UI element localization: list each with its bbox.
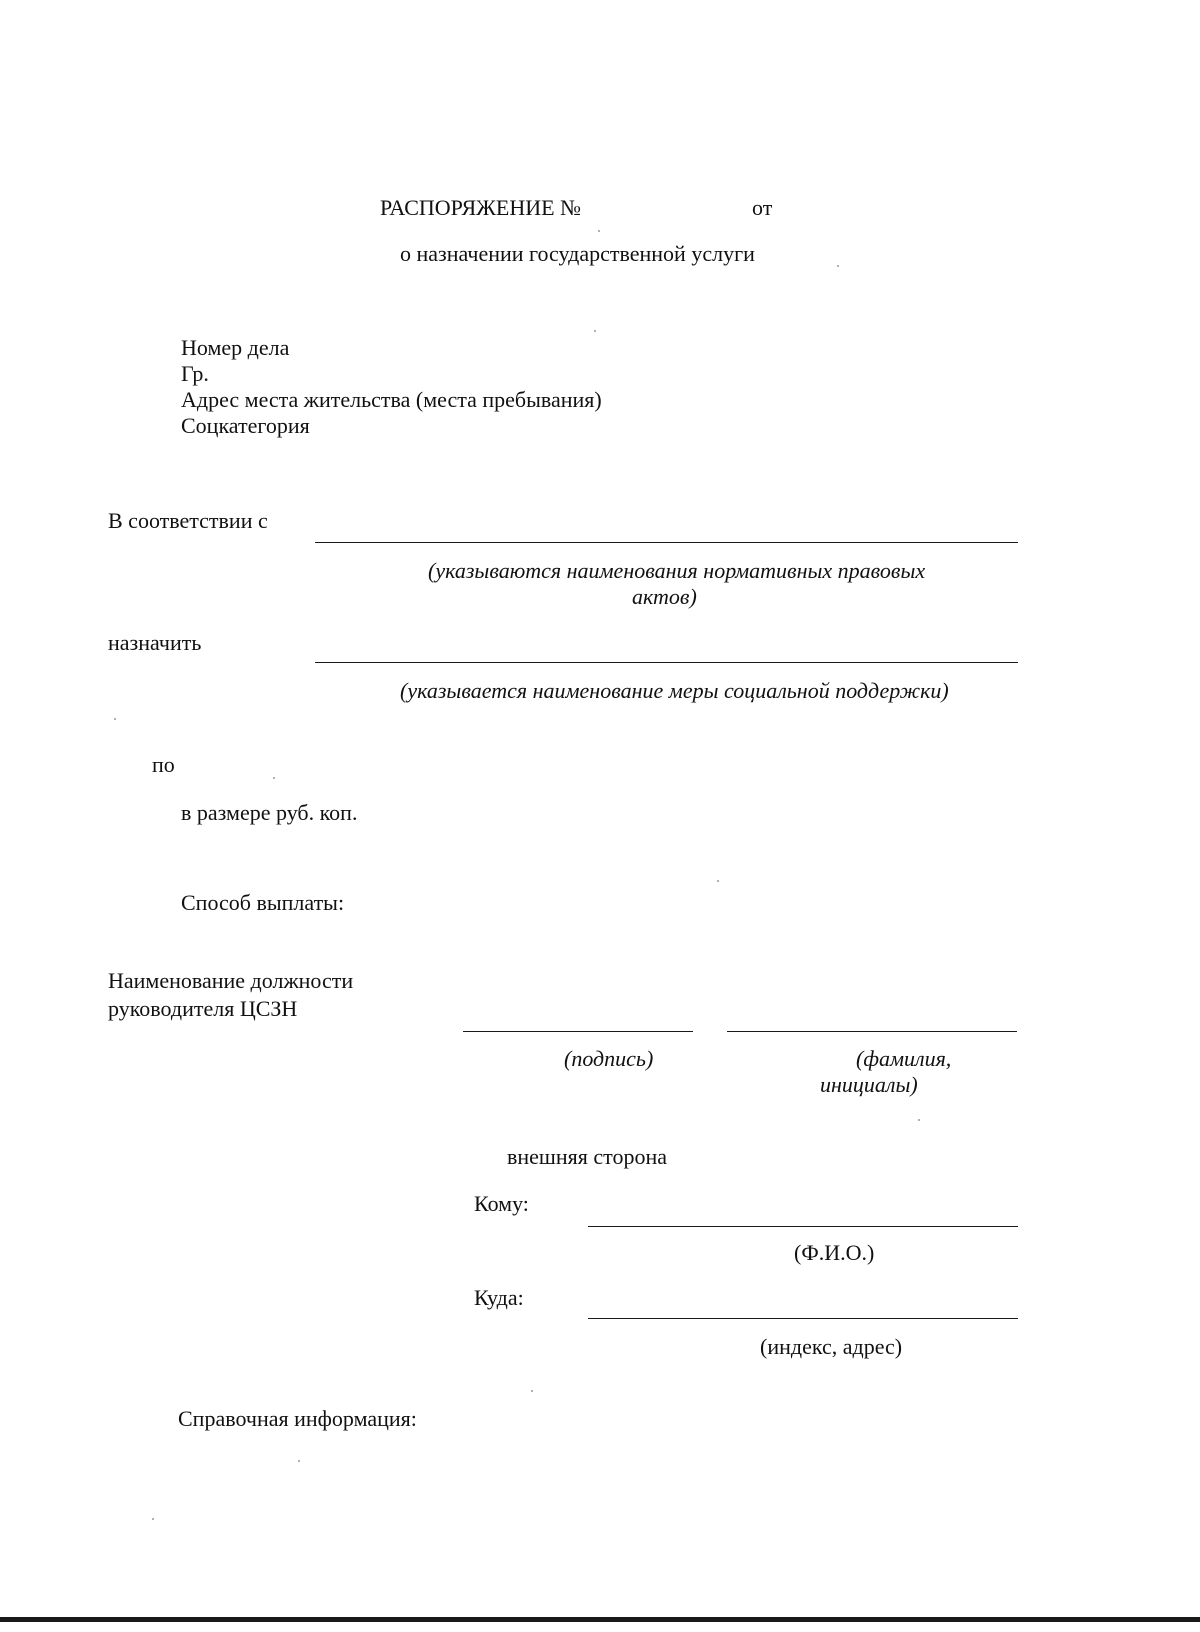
scan-speck [273, 777, 275, 779]
signature-underline [463, 1031, 693, 1032]
outer-side-title: внешняя сторона [507, 1144, 668, 1169]
assign-label: назначить [108, 630, 202, 655]
where-label: Куда: [474, 1285, 524, 1310]
to-label: Кому: [474, 1191, 529, 1216]
date-prefix: от [752, 195, 773, 220]
scan-speck [598, 230, 600, 232]
period-label: по [152, 752, 175, 777]
scan-speck [298, 1460, 300, 1462]
citizen-label: Гр. [181, 361, 209, 386]
basis-hint-line1: (указываются наименования нормативных правовых [428, 558, 926, 583]
case-number-label: Номер дела [181, 335, 290, 360]
amount-label: в размере руб. коп. [181, 800, 358, 825]
position-label-line2: руководителя ЦСЗН [108, 996, 298, 1021]
social-category-label: Соцкатегория [181, 413, 310, 438]
basis-underline [315, 542, 1018, 543]
basis-hint-line2: актов) [632, 584, 697, 609]
basis-label: В соответствии с [108, 508, 268, 533]
document-subtitle: о назначении государственной услуги [400, 241, 755, 266]
scan-speck [594, 330, 596, 332]
scan-speck [837, 265, 839, 267]
payment-method-label: Способ выплаты: [181, 890, 345, 915]
reference-info-label: Справочная информация: [178, 1406, 417, 1431]
where-hint: (индекс, адрес) [760, 1334, 903, 1359]
scan-speck [918, 1119, 920, 1121]
assign-hint: (указывается наименование меры социальной поддержки) [400, 678, 949, 703]
scan-bottom-edge [0, 1617, 1200, 1622]
scan-speck [531, 1390, 533, 1392]
scan-speck [717, 880, 719, 882]
where-underline [588, 1318, 1018, 1319]
name-hint-line1: (фамилия, [856, 1046, 952, 1071]
address-label: Адрес места жительства (места пребывания) [181, 387, 602, 412]
signature-hint: (подпись) [564, 1046, 654, 1071]
to-underline [588, 1226, 1018, 1227]
name-underline [727, 1031, 1017, 1032]
scan-speck [114, 718, 116, 720]
document-title: РАСПОРЯЖЕНИЕ № [380, 195, 582, 220]
to-hint: (Ф.И.О.) [794, 1240, 875, 1265]
position-label-line1: Наименование должности [108, 968, 354, 993]
scan-speck [152, 1518, 154, 1520]
name-hint-line2: инициалы) [820, 1072, 918, 1097]
assign-underline [315, 662, 1018, 663]
